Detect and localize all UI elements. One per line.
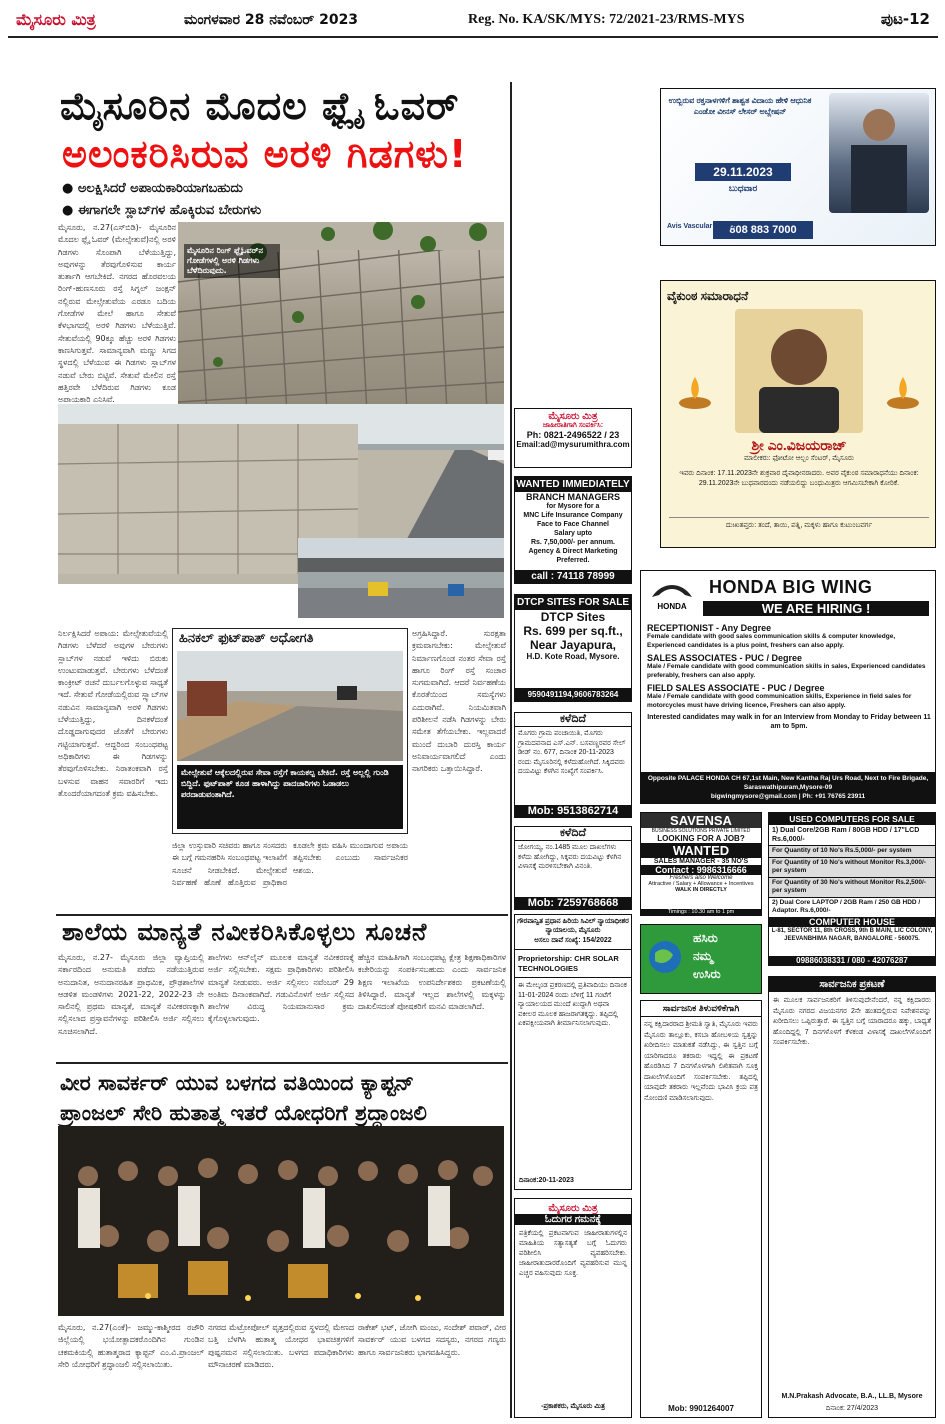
honda-interview-note: Interested candidates may walk in for an Interview from Monday to Friday between 11 am to 5pm.: [647, 714, 931, 730]
court-title: ಗೌರವಾನ್ವಿತ ಪ್ರಧಾನ ಹಿರಿಯ ಸಿವಿಲ್ ನ್ಯಾಯಾಧೀಶರ ನ್ಯಾಯಾಲಯ, ಮೈಸೂರು: [517, 918, 629, 934]
registration-number: Reg. No. KA/SK/MYS: 72/2021-23/RMS-MYS: [468, 12, 745, 27]
wanted-salary: Rs. 7,50,000/- per annum.: [530, 539, 616, 546]
wanted-role: BRANCH MANAGERS: [526, 492, 620, 502]
school-column-3: ಹೆಚ್ಚಿನ ಮಾಹಿತಿಗಾಗಿ ಸಂಬಂಧಪಟ್ಟ ಕ್ಷೇತ್ರ ಶಿಕ್ಷಣಾಧಿಕಾರಿಗಳ ಕಚೇರಿಯನ್ನು ಸಂಪರ್ಕಿಸಬಹುದು ಎಂದು ಸಾರ್ವಜನಿಕ ಶಿಕ್ಷಣ ಇಲಾಖೆಯ ಉಪನಿರ್ದೇಶಕರು ಪ್ರಕಟಣೆಯಲ್ಲಿ ತಿಳಿಸಿದ್ದಾರೆ. ಮಾನ್ಯತೆ ಇಲ್ಲದ ಶಾಲೆಗಳಲ್ಲಿ ಮಕ್ಕಳನ್ನು ದಾಖಲಿಸದಂತೆ ಪೋಷಕರಿಗೆ ಮನವಿ ಮಾಡಲಾಗಿದೆ.: [358, 953, 506, 1012]
doctor-portrait-illustration: [829, 93, 929, 213]
notice-title: ಸಾರ್ವಜನಿಕ ಪ್ರಕಟಣೆ: [769, 977, 935, 992]
lost-notice-ad: [514, 826, 632, 910]
notice-signature: M.N.Prakash Advocate, B.A., LL.B, Mysore: [781, 1393, 923, 1400]
lost-body: ಜೋಗಯ್ಯ, ನಂ.1485 ಮೂಲ ದಾಖಲೆಗಳು ಕಳೆದು ಹೋಗಿದ್ದು, ಸಿಕ್ಕವರು ದಯವಿಟ್ಟು ಕೆಳಗಿನ ವಿಳಾಸಕ್ಕೆ ಮರಳಿಸಬೇಕಾಗಿ ವಿನಂತಿ.: [518, 844, 622, 870]
green-slogan-line: ಉಸಿರು: [693, 967, 721, 981]
lead-subheadline: ಅಲಂಕರಿಸಿರುವ ಅರಳಿ ಗಿಡಗಳು!: [62, 132, 468, 176]
savensa-walkin: WALK IN DIRECTLY: [675, 887, 727, 893]
dtcp-line: Near Jayapura,: [529, 638, 617, 652]
obituary-ad: [660, 280, 936, 548]
inset-title: ಹಿನಕಲ್ ಫುಟ್‌ಪಾತ್ ಅಧೋಗತಿ: [173, 629, 407, 648]
mitra-contact-ad: [514, 408, 632, 468]
lost-title: ಕಳೆದಿದೆ: [515, 827, 631, 841]
computer-offer: For Quantity of 10 No's without Monitor Rs.3,000/- per system: [769, 858, 935, 878]
savensa-role: SALES MANAGER - 35 NO'S: [653, 858, 749, 865]
honda-address: Opposite PALACE HONDA CH 67,1st Main, New Kantha Raj Urs Road, Next to Fire Brigade, Saraswathipuram,Mysore-09: [647, 775, 929, 791]
lamp-icon: [675, 371, 715, 411]
doctor-photo: [829, 93, 929, 213]
notice-body: ನನ್ನ ಕಕ್ಷಿದಾರರಾದ ಶ್ರೀಮತಿ ಸ್ವಾತಿ, ಮೈಸೂರು ಇವರು ಮೈಸೂರು ತಾಲ್ಲೂಕು, ಕಸಬಾ ಹೋಬಳಿಯ ಸ್ವತ್ತನ್ನು ಖರೀದಿಸಲು ಮಾತುಕತೆ ನಡೆಸಿದ್ದು, ಈ ಸ್ವತ್ತಿನ ಬಗ್ಗೆ ಯಾರಿಗಾದರೂ ತಕರಾರು ಇದ್ದಲ್ಲಿ ಈ ಪ್ರಕಟಣೆ ಹೊರಡಿಸಿದ 7 ದಿನಗಳೊಳಗಾಗಿ ಲಿಖಿತವಾಗಿ ಸೂಕ್ತ ದಾಖಲೆಗಳೊಂದಿಗೆ ಸಂಪರ್ಕಿಸಬೇಕು. ತಪ್ಪಿದಲ್ಲಿ ಯಾವುದೇ ತಕರಾರು ಇಲ್ಲವೆಂದು ಭಾವಿಸಿ ಕ್ರಯ ಪತ್ರ ನೋಂದಣಿ ಮಾಡಿಸಲಾಗುವುದು.: [644, 1021, 758, 1102]
honda-hiring-banner: WE ARE HIRING !: [703, 601, 929, 616]
lead-column-2: ನಿರ್ಲಕ್ಷಿಸಿದರೆ ಅಪಾಯ: ಮೇಲ್ಸೇತುವೆಯಲ್ಲಿ ಗಿಡಗಳು ಬೆಳೆದರೆ ಅವುಗಳ ಬೇರುಗಳು ಸ್ಲಾಬ್‌ಗಳ ನಡುವೆ ಇಳಿದು ಬಿರುಕು ಉಂಟುಮಾಡುತ್ತವೆ. ಬೇರುಗಳು ಬೆಳೆದಂತೆ ಕಾಂಕ್ರೀಟ್ ರಚನೆ ದುರ್ಬಲಗೊಳ್ಳುವ ಸಾಧ್ಯತೆ ಇದೆ. ಸೇತುವೆ ಗೋಡೆಯಲ್ಲಿರುವ ಸ್ಲ್ಯಾಬ್‌ಗಳ ನಡುವಿನ ಸಾಮಾನ್ಯವಾಗಿ ಅರಳಿ ಗಿಡಗಳು ಬೆಳೆಯುತ್ತಿದ್ದು, ದಿನಕಳೆದಂತೆ ದೊಡ್ಡದಾಗುವುದರ ಜೊತೆಗೆ ಬೇರುಗಳು ಗಟ್ಟಿಯಾಗುತ್ತವೆ. ಆದ್ದರಿಂದ ಸಂಬಂಧಪಟ್ಟ ಅಧಿಕಾರಿಗಳು ಈ ಗಿಡಗಳನ್ನು ತೆರವುಗೊಳಿಸಬೇಕು. ನಿರಾತಂಕವಾಗಿ ರಸ್ತೆ ಬಳಸುವ ವಾಹನ ಸವಾರರಿಗೆ ಇದು ತೊಂದರೆಯಾಗದಂತೆ ಕ್ರಮ ವಹಿಸಬೇಕು.: [58, 629, 168, 798]
mitra-contact-title: ಜಾಹೀರಾತಿಗಾಗಿ ಸಂಪರ್ಕಿಸಿ:: [542, 422, 604, 429]
mitra-brand: ಮೈಸೂರು ಮಿತ್ರ: [548, 411, 598, 422]
junction-illustration: [298, 538, 504, 618]
school-column-2: ಶಾಲೆಗಳು ಆನ್‌ಲೈನ್ ಮೂಲಕ ಮಾನ್ಯತೆ ನವೀಕರಣಕ್ಕೆ ಅರ್ಜಿ ಸಲ್ಲಿಸಬೇಕು. ಸಕ್ಷಮ ಪ್ರಾಧಿಕಾರಿಗಳು ಪರಿಶೀಲಿಸಿ ಮಾನ್ಯತೆ ನೀಡುವರು. ಅರ್ಜಿ ಸಲ್ಲಿಸಲು ನವೆಂಬರ್ 29 ಅಂತಿಮ ದಿನಾಂಕವಾಗಿದೆ. ಗಡುವಿನೊಳಗೆ ಅರ್ಜಿ ಸಲ್ಲಿಸದ ಶಾಲೆಗಳ ವಿರುದ್ಧ ನಿಯಮಾನುಸಾರ ಕ್ರಮ ಕೈಗೊಳ್ಳಲಾಗುವುದು.: [208, 953, 354, 1024]
role-desc: Male / Female candidate with good communication skills, Experience in field sales for motorcycles must have driving licence, Freshers can also apply.: [647, 693, 912, 709]
lead-column-3: ಅಗ್ರಹಿಸಿದ್ದಾರೆ. ಸುರಕ್ಷತಾ ಕ್ರಮವಾಗಬೇಕು: ಮೇಲ್ಸೇತುವೆ ನಿರ್ಮಾಣಗೊಂಡ ನಂತರ ಸೇವಾ ರಸ್ತೆ ಹಾಗೂ ರಿಂಗ್ ರಸ್ತೆ ಸಂಚಾರ ಸುಗಮವಾಗಿದೆ. ಆದರೆ ನಿರ್ವಹಣೆಯ ಕೊರತೆಯಿಂದ ಸಮಸ್ಯೆಗಳು ಎದುರಾಗಿವೆ. ನಿಯಮಿತವಾಗಿ ಪರಿಶೀಲನೆ ನಡೆಸಿ ಗಿಡಗಳನ್ನು ಬೇರು ಸಮೇತ ತೆಗೆಯಬೇಕು. ಇಲ್ಲವಾದರೆ ಮುಂದೆ ದುಬಾರಿ ದುರಸ್ತಿ ಕಾರ್ಯ ಅನಿವಾರ್ಯವಾಗಲಿದೆ ಎಂದು ನಾಗರಿಕರು ಒತ್ತಾಯಿಸಿದ್ದಾರೆ.: [412, 629, 506, 774]
used-computers-ad: [768, 812, 936, 966]
dtcp-line: H.D. Kote Road, Mysore.: [526, 652, 620, 661]
flyover-wall-photo: [178, 222, 504, 432]
lead-bullet: ● ಈಗಾಗಲೇ ಸ್ಲಾಬ್‌ಗಳ ಹೊಕ್ಕಿರುವ ಬೇರುಗಳು: [62, 203, 262, 218]
computer-offer: 1) Dual Core/2GB Ram / 80GB HDD / 17"LCD Rs.6,000/-: [769, 825, 935, 846]
honda-roles: [647, 623, 931, 731]
dtcp-title: DTCP SITES FOR SALE: [516, 597, 630, 608]
dtcp-phone: 9590491194,9606783264: [515, 688, 631, 701]
school-column-1: ಮೈಸೂರು, ನ.27- ಮೈಸೂರು ಜಿಲ್ಲಾ ವ್ಯಾಪ್ತಿಯಲ್ಲಿ ಸರ್ಕಾರದಿಂದ ಅನುಮತಿ ಪಡೆದು ನಡೆಯುತ್ತಿರುವ ಅನುದಾನಿತ, ಅನುದಾನರಹಿತ ಪ್ರಾಥಮಿಕ, ಪ್ರೌಢಶಾಲೆಗಳ ಆಡಳಿತ ಮಂಡಳಿಗಳು 2021-22, 2022-23 ನೇ ಸಾಲಿನಲ್ಲಿ ಪ್ರಥಮ ಮಾನ್ಯತೆ, ಮಾನ್ಯತೆ ನವೀಕರಣಕ್ಕಾಗಿ ಸಲ್ಲಿಸಲಾದ ಪ್ರಸ್ತಾವನೆಗಳನ್ನು ಪರಿಶೀಲಿಸಿ ಅರ್ಜಿ ಸಲ್ಲಿಸಲು ಸೂಚಿಸಲಾಗಿದೆ.: [58, 953, 204, 1036]
deceased-designation: ಮಾಲೀಕರು: ಫೋಟೋ ಆಲ್ಬಂ ಸೆಂಟರ್, ಮೈಸೂರು: [743, 455, 854, 462]
obituary-portrait: [735, 309, 863, 433]
computer-house-address: L-81, SECTOR 11, 8th CROSS, 9th B MAIN, LIC COLONY, JEEVANBHIMA NAGAR, BANGALORE - 560075.: [771, 927, 933, 942]
role-title: SALES ASSOCIATES - PUC / Degree: [647, 653, 803, 663]
green-slogan-line: ನಮ್ಮ: [693, 949, 713, 963]
computers-title: USED COMPUTERS FOR SALE: [769, 813, 935, 825]
savensa-sub: BUSINESS SOLUTIONS PRIVATE LIMITED: [651, 828, 751, 834]
school-headline: ಶಾಲೆಯ ಮಾನ್ಯತೆ ನವೀಕರಿಸಿಕೊಳ್ಳಲು ಸೂಚನೆ: [62, 918, 428, 946]
obituary-body: ಇವರು ದಿನಾಂಕ: 17.11.2023ನೇ ಶುಕ್ರವಾರ ದೈವಾಧೀನರಾದರು. ಅವರ ವೈಕುಂಠ ಸಮಾರಾಧನೆಯು ದಿನಾಂಕ: 29.11.2023ನೇ ಬುಧವಾರದಂದು ನಡೆಯಲಿದ್ದು ಬಂಧುಮಿತ್ರರು ಆಗಮಿಸಬೇಕಾಗಿ ಕೋರಿಕೆ.: [679, 470, 919, 487]
honda-hiring-ad: [640, 570, 936, 804]
readers-brand: ಮೈಸೂರು ಮಿತ್ರ: [548, 1203, 598, 1214]
savensa-freshers: Freshers also Welcome: [669, 875, 733, 881]
court-party: Proprietorship: CHR SOLAR TECHNOLOGIES: [515, 949, 631, 978]
lost-title: ಕಳೆದಿದೆ: [515, 713, 631, 727]
court-case-number: ಅಸಲು ದಾವೆ ಸಂಖ್ಯೆ: 154/2022: [534, 937, 612, 944]
mitra-phone: Ph: 0821-2496522 / 23: [526, 430, 620, 440]
readers-signature: -ಪ್ರಕಾಶಕರು, ಮೈಸೂರು ಮಿತ್ರ: [541, 1403, 605, 1410]
notice-body: ಈ ಮೂಲಕ ಸಾರ್ವಜನಿಕರಿಗೆ ತಿಳಿಸುವುದೇನೆಂದರೆ, ನನ್ನ ಕಕ್ಷಿದಾರರು ಮೈಸೂರು ನಗರದ ವಿಜಯನಗರ 2ನೇ ಹಂತದಲ್ಲಿರುವ ನಿವೇಶನವನ್ನು ಖರೀದಿಸಲು ಒಪ್ಪಿರುತ್ತಾರೆ. ಈ ಸ್ವತ್ತಿನ ಬಗ್ಗೆ ಯಾರಾದರೂ ಹಕ್ಕು, ಬಾಧ್ಯತೆ ಹೊಂದಿದ್ದಲ್ಲಿ 7 ದಿನಗಳೊಳಗೆ ಕೆಳಕಂಡ ವಿಳಾಸಕ್ಕೆ ದಾಖಲೆಗಳೊಂದಿಗೆ ಸಂಪರ್ಕಿಸಬೇಕು.: [773, 997, 931, 1046]
issue-date: ಮಂಗಳವಾರ 28 ನವೆಂಬರ್ 2023: [184, 12, 359, 28]
avis-date: 29.11.2023: [695, 163, 791, 181]
notice-title: ಸಾರ್ವಜನಿಕ ತಿಳುವಳಿಕೆಗಾಗಿ: [641, 1001, 761, 1017]
role-desc: Female candidate with good sales communication skills & computer knowledge, Experienced candidates is a plus point, freshers can also apply.: [647, 633, 896, 649]
computer-offer: 2) Dual Core LAPTOP / 2GB Ram / 250 GB HDD / Adaptor. Rs.6,000/-: [772, 898, 921, 914]
savensa-wanted: WANTED: [641, 843, 761, 858]
globe-icon: [647, 939, 683, 975]
tribute-column-2: ನಗರದ ಮೆಟ್ರೋಪೋಲ್ ವೃತ್ತದಲ್ಲಿರುವ ಸ್ಥಳದಲ್ಲಿ ಮೇಣದ ಬತ್ತಿ ಬೆಳಗಿಸಿ ಹುತಾತ್ಮ ಯೋಧರ ಭಾವಚಿತ್ರಗಳಿಗೆ ಪುಷ್ಪನಮನ ಸಲ್ಲಿಸಲಾಯಿತು. ಬಳಗದ ಪದಾಧಿಕಾರಿಗಳು ಮೌನಾಚರಣೆ ಮಾಡಿದರು.: [208, 1323, 354, 1369]
footpath-illustration: [177, 651, 403, 761]
mitra-email: Email:ad@mysurumithra.com: [516, 440, 630, 449]
savensa-contact: Contact : 9986316666: [641, 865, 761, 875]
newspaper-logo: ಮೈಸೂರು ಮಿತ್ರ: [16, 10, 96, 29]
savensa-timing: Timings : 10.30 am to 1 pm: [641, 909, 761, 915]
portrait-illustration: [735, 309, 863, 433]
honda-title: HONDA BIG WING: [709, 577, 873, 597]
tribute-column-3: ರಾಕೇಶ್ ಭಟ್, ಜೋಗಿ ಮಂಜು, ಸಂದೇಶ್ ಪವಾರ್, ವೀರ ಸಾವರ್ಕರ್ ಯುವ ಬಳಗದ ಸದಸ್ಯರು, ನಗರದ ಗಣ್ಯರು ಹಾಗೂ ಸಾರ್ವಜನಿಕರು ಭಾಗವಹಿಸಿದ್ದರು.: [358, 1323, 506, 1357]
obituary-footer: ದುಃಖತಪ್ತರು: ತಂದೆ, ತಾಯಿ, ಪತ್ನಿ, ಮಕ್ಕಳು ಹಾಗೂ ಕುಟುಂಬವರ್ಗ: [669, 517, 929, 531]
readers-note-ad: [514, 1198, 632, 1418]
role-title: RECEPTIONIST - Any Degree: [647, 623, 772, 633]
dtcp-price: Rs. 699 per sq.ft.,: [523, 624, 623, 638]
lead-bullets: [62, 178, 261, 222]
tribute-column-1: ಮೈಸೂರು, ನ.27(ಎಂಕೆ)- ಜಮ್ಮು-ಕಾಶ್ಮೀರದ ರಜೌರಿ ಜಿಲ್ಲೆಯಲ್ಲಿ ಭಯೋತ್ಪಾದಕರೊಂದಿಗಿನ ಗುಂಡಿನ ಚಕಮಕಿಯಲ್ಲಿ ಹುತಾತ್ಮರಾದ ಕ್ಯಾಪ್ಟನ್ ಎಂ.ವಿ.ಪ್ರಾಂಜಲ್ ಸೇರಿ ಯೋಧರಿಗೆ ಶ್ರದ್ಧಾಂಜಲಿ ಸಲ್ಲಿಸಲಾಯಿತು.: [58, 1323, 204, 1369]
deceased-name: ಶ್ರೀ ಎಂ.ವಿಜಯರಾಜ್: [751, 437, 847, 453]
lost-phone: Mob: 7259768668: [515, 897, 631, 909]
computer-offer: For Quantity of 30 No's without Monitor Rs.2,500/- per system: [769, 878, 935, 898]
lead-column-1: ಮೈಸೂರು, ನ.27(ಎಸ್‌ಬಿಡಿ)- ಮೈಸೂರಿನ ಮೊದಲ ಫ್ಲೈ ಓವರ್ (ಮೇಲ್ಸೇತುವೆ)ನಲ್ಲಿ ಅರಳಿ ಗಿಡಗಳು ಸೊಂಪಾಗಿ ಬೆಳೆಯುತ್ತಿದ್ದು, ಅವುಗಳನ್ನು ತೆರವುಗೊಳಿಸುವ ಕಾರ್ಯ ತುರ್ತಾಗಿ ಆಗಬೇಕಿದೆ. ನಗರದ ಹೊರವಲಯ ರಿಂಗ್-ಹುಣಸೂರು ರಸ್ತೆ ಸಿಗ್ನಲ್ ಜಂಕ್ಷನ್ ನಲ್ಲಿರುವ ಮೇಲ್ಸೇತುವೆಯ ಎರಡೂ ಬದಿಯ ಗೋಡೆಗಳ ಮೇಲೆ ಹಾಗೂ ಸೇತುವೆ ಕೆಳಭಾಗದಲ್ಲಿ ಅರಳಿ ಗಿಡಗಳು ಬೆಳೆಯುತ್ತಿವೆ. ಸೇತುವೆಯಲ್ಲಿ 90ಕ್ಕೂ ಹೆಚ್ಚು ಅರಳಿ ಗಿಡಗಳು ಕಾಣಸಿಗುತ್ತವೆ. ಸಾಮಾನ್ಯವಾಗಿ ಮಣ್ಣು ಸಿಗದ ಸ್ಥಳದಲ್ಲಿ ಬೆಳೆಯುವ ಈ ಗಿಡಗಳು ಸ್ಲಾಬ್‌ಗಳ ನಡುವೆ ಬೇರು ಬಿಟ್ಟಿವೆ. ಸೇತುವೆ ಮೇಲಿನ ರಸ್ತೆ ಹತ್ತಿರವೇ ಬೆಳೆದಿರುವ ಗಿಡಗಳು ಕೂಡ ಅಪಾಯಕಾರಿ ಎನಿಸಿವೆ.: [58, 223, 176, 405]
tribute-headline: [60, 1068, 427, 1128]
court-body: ಈ ಮೇಲ್ಕಂಡ ಪ್ರಕರಣದಲ್ಲಿ ಪ್ರತಿವಾದಿಯು ದಿನಾಂಕ 11-01-2024 ರಂದು ಬೆಳಿಗ್ಗೆ 11 ಗಂಟೆಗೆ ನ್ಯಾಯಾಲಯದ ಮುಂದೆ ಖುದ್ದಾಗಿ ಅಥವಾ ವಕೀಲರ ಮೂಲಕ ಹಾಜರಾಗತಕ್ಕದ್ದು. ತಪ್ಪಿದಲ್ಲಿ ಏಕಪಕ್ಷೀಯವಾಗಿ ತೀರ್ಮಾನಿಸಲಾಗುವುದು.: [518, 982, 627, 1027]
dtcp-line: DTCP Sites: [540, 610, 606, 624]
honda-contact: bigwingmysore@gmail.com | Ph: +91 76765 23911: [710, 793, 866, 800]
savensa-brand: SAVENSA: [641, 813, 761, 828]
court-notice-ad: [514, 914, 632, 1190]
computer-house-phone: 09886038331 / 080 - 42076287: [769, 956, 935, 965]
obituary-title: ವೈಕುಂಠ ಸಮಾರಾಧನೆ: [667, 289, 749, 303]
green-slogan-line: ಹಸಿರು: [693, 931, 718, 945]
public-notice-ad: [768, 976, 936, 1418]
footpath-photo: [177, 651, 403, 761]
green-slogan-ad: [640, 924, 762, 994]
wanted-immediately-ad: [514, 476, 632, 584]
tribute-crowd-illustration: [58, 1126, 504, 1316]
wanted-line: MNC Life Insurance Company: [523, 512, 623, 519]
readers-title: ಓದುಗರ ಗಮನಕ್ಕೆ: [515, 1214, 631, 1225]
avis-brand: Avis Vascular Centre: [667, 223, 737, 230]
lamp-icon: [883, 371, 923, 411]
public-notice-ad: [640, 1000, 762, 1418]
honda-footer: [641, 772, 935, 803]
notice-date: ದಿನಾಂಕ: 27/4/2023: [825, 1405, 879, 1412]
lost-phone: Mob: 9513862714: [515, 805, 631, 817]
inset-caption: ಮೇಲ್ಸೇತುವೆ ಆಕ್ಕೆಲದಲ್ಲಿರುವ ಸೇವಾ ರಸ್ತೆಗೆ ಕಾಯಕಲ್ಪ ಬೇಕಿದೆ. ರಸ್ತೆ ಅಲ್ಲಲ್ಲಿ ಗುಂಡಿ ಬಿದ್ದಿದೆ. ಫುಟ್‌ಪಾತ್ ಕೂಡ ಹಾಳಾಗಿದ್ದು ಪಾದಚಾರಿಗಳು ಓಡಾಡಲು ಪರದಾಡುವಂತಾಗಿದೆ.: [177, 765, 403, 829]
role-desc: Male / Female candidate with good communication skills in sales, Experienced candidates preferably, freshers can also apply.: [647, 663, 926, 679]
tribute-photo: [58, 1126, 504, 1316]
wanted-title: WANTED IMMEDIATELY: [516, 479, 630, 490]
wanted-line: Face to Face Channel: [537, 521, 609, 528]
honda-wing-icon: [647, 577, 697, 611]
computer-offer: For Quantity of 10 No's Rs.5,000/- per system: [769, 846, 935, 858]
avis-day: ಬುಧವಾರ: [728, 183, 758, 193]
savensa-question: LOOKING FOR A JOB?: [657, 834, 745, 843]
footpath-inset: [172, 628, 408, 834]
tribute-headline-line: ವೀರ ಸಾವರ್ಕರ್ ಯುವ ಬಳಗದ ವತಿಯಿಂದ ಕ್ಯಾಪ್ಟನ್: [60, 1071, 414, 1095]
savensa-perks: Attractive / Salary + Allowance + Incentives: [648, 881, 754, 887]
avis-phone: 808 883 7000: [713, 221, 813, 239]
wanted-line: Agency & Direct Marketing Preferred.: [528, 548, 618, 564]
readers-body: ಪತ್ರಿಕೆಯಲ್ಲಿ ಪ್ರಕಟವಾಗುವ ಜಾಹೀರಾತುಗಳಲ್ಲಿನ ಮಾಹಿತಿಯ ಸತ್ಯಾಸತ್ಯತೆ ಬಗ್ಗೆ ಓದುಗರು ಪರಿಶೀಲಿಸಿ ವ್ಯವಹರಿಸಬೇಕು. ಜಾಹೀರಾತುದಾರರೊಂದಿಗೆ ವ್ಯವಹರಿಸುವ ಮುನ್ನ ಎಚ್ಚರ ವಹಿಸುವುದು ಸೂಕ್ತ.: [519, 1230, 627, 1277]
computer-house-name: COMPUTER HOUSE: [769, 917, 935, 927]
lead-bullet: ● ಅಲಕ್ಷಿಸಿದರೆ ಅಪಾಯಕಾರಿಯಾಗಬಹುದು: [62, 181, 243, 196]
lead-headline: ಮೈಸೂರಿನ ಮೊದಲ ಫ್ಲೈ ಓವರ್: [60, 84, 460, 128]
court-date: ದಿನಾಂಕ:20-11-2023: [519, 1177, 574, 1184]
dtcp-sites-ad: [514, 594, 632, 702]
avis-headline: ಉಬ್ಬಿರುವ ರಕ್ತನಾಳಗಳಿಗೆ ಶಾಶ್ವತ ವಿದಾಯ ಹೇಳಿ ಆಧುನಿಕ ಎಂಡೋ ವೀನಸ್ ಲೇಸರ್ ಅಬ್ಲೇಷನ್: [668, 96, 812, 116]
avis-vascular-ad: [660, 88, 936, 246]
wanted-call: call : 74118 78999: [515, 570, 631, 583]
lost-body: ಮೊಗರು ಗ್ರಾಮ ಪಂಚಾಯಿತಿ, ಮೊಗರು ಗ್ರಾಮದವನಾದ ಎಸ್.ಎನ್. ಬಸವಣ್ಣರವರ ಸೇಲ್ ಡೀಡ್ ನಂ. 677, ದಿನಾಂಕ 20-11-2023 ರಂದು ಮೈಸೂರಿನಲ್ಲಿ ಕಳೆದುಹೋಗಿದೆ. ಸಿಕ್ಕಿದವರು ದಯವಿಟ್ಟು ಕೆಳಗಿನ ಸಂಖ್ಯೆಗೆ ಸಂಪರ್ಕಿಸಿ.: [518, 730, 626, 775]
role-title: FIELD SALES ASSOCIATE - PUC / Degree: [647, 683, 825, 693]
junction-photo: [298, 538, 504, 618]
masthead: [8, 4, 938, 38]
photo-caption: ಮೈಸೂರಿನ ರಿಂಗ್ ಫ್ಲೈಓವರ್‌ನ ಗೋಡೆಗಳಲ್ಲಿ ಅರಳಿ ಗಿಡಗಳು ಬೆಳೆದಿರುವುದು.: [184, 244, 280, 278]
page-number: ಪುಟ-12: [880, 10, 930, 28]
wanted-line: for Mysore for a: [546, 503, 600, 510]
lost-notice-ad: [514, 712, 632, 818]
tribute-headline-line: ಪ್ರಾಂಜಲ್ ಸೇರಿ ಹುತಾತ್ಮ ಇತರೆ ಯೋಧರಿಗೆ ಶ್ರದ್ಧಾಂಜಲಿ: [60, 1101, 427, 1125]
savensa-ad: [640, 812, 762, 916]
lead-column-4: ಜಿಲ್ಲಾ ಉಸ್ತುವಾರಿ ಸಚಿವರು ಹಾಗೂ ಸಂಸದರು ಈ ಬಗ್ಗೆ ಗಮನಹರಿಸಿ ಸಂಬಂಧಪಟ್ಟ ಇಲಾಖೆಗೆ ಸೂಚನೆ ನೀಡಬೇಕಿದೆ. ಮೇಲ್ಸೇತುವೆ ನಿರ್ವಹಣೆ ಹೊಣೆ ಹೊತ್ತಿರುವ ಪ್ರಾಧಿಕಾರ ಕೂಡಲೇ ಕ್ರಮ ವಹಿಸಿ ಮುಂದಾಗುವ ಅಪಾಯ ತಪ್ಪಿಸಬೇಕು ಎಂಬುದು ಸಾರ್ವಜನಿಕರ ಆಶಯ.: [172, 841, 408, 887]
svg-text:HONDA: HONDA: [657, 602, 687, 611]
notice-phone: Mob: 9901264007: [668, 1404, 734, 1413]
wanted-line: Salary upto: [553, 530, 593, 537]
